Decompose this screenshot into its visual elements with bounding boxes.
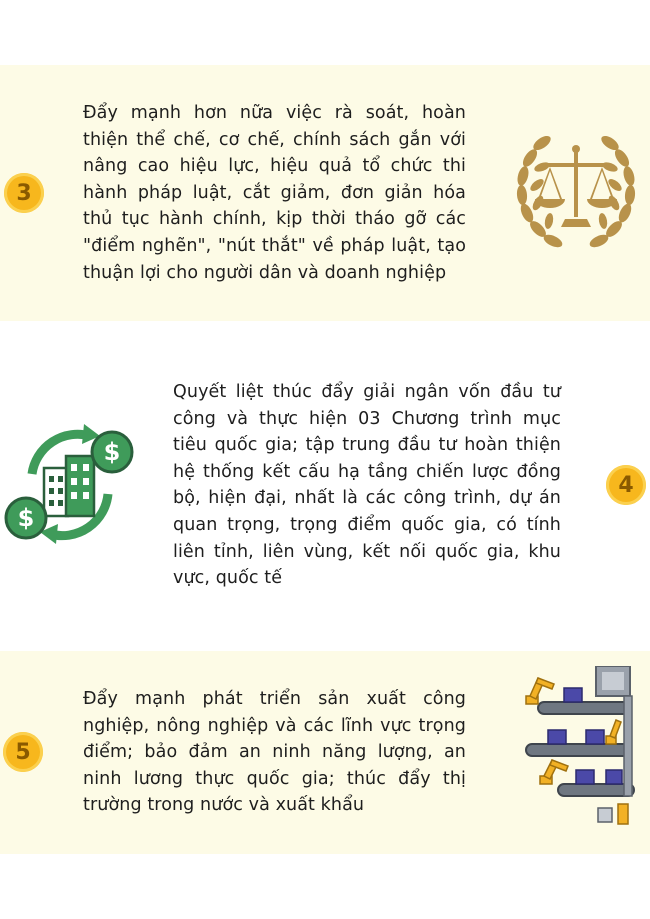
scales-of-justice-icon — [513, 123, 639, 257]
factory-robot-arms-icon — [518, 666, 646, 828]
svg-text:$: $ — [103, 438, 121, 466]
svg-text:$: $ — [17, 504, 35, 532]
item-5-number-badge: 5 — [3, 732, 43, 772]
item-3-text: Đẩy mạnh hơn nữa việc rà soát, hoàn thiện thể chế, cơ chế, chính sách gắn với nâng cao hiệu lực, hiệu quả tổ chức thi hành pháp luật, cắt giảm, đơn giản hóa thủ tục hành chính, kịp thời tháo gỡ các "điểm nghẽn", "nút thắt" về pháp luật, tạo thuận lợi cho người dân và doanh nghiệp — [83, 103, 466, 283]
item-3-number-badge: 3 — [4, 173, 44, 213]
investment-cycle-icon — [4, 422, 136, 546]
item-4-number-badge: 4 — [606, 465, 646, 505]
item-4-text: Quyết liệt thúc đẩy giải ngân vốn đầu tư công và thực hiện 03 Chương trình mục tiêu quốc gia; tập trung đầu tư hoàn thiện hệ thống kết cấu hạ tầng chiến lược đồng bộ, hiện đại, nhất là các công trình, dự án quan trọng, trọng điểm quốc gia, có tính liên tỉnh, liên vùng, kết nối quốc gia, khu vực, quốc tế — [173, 382, 561, 589]
item-5-text: Đẩy mạnh phát triển sản xuất công nghiệp, nông nghiệp và các lĩnh vực trọng điểm; bảo đảm an ninh năng lượng, an ninh lương thực quốc gia; thúc đẩy thị trường trong nước và xuất khẩu — [83, 689, 466, 816]
